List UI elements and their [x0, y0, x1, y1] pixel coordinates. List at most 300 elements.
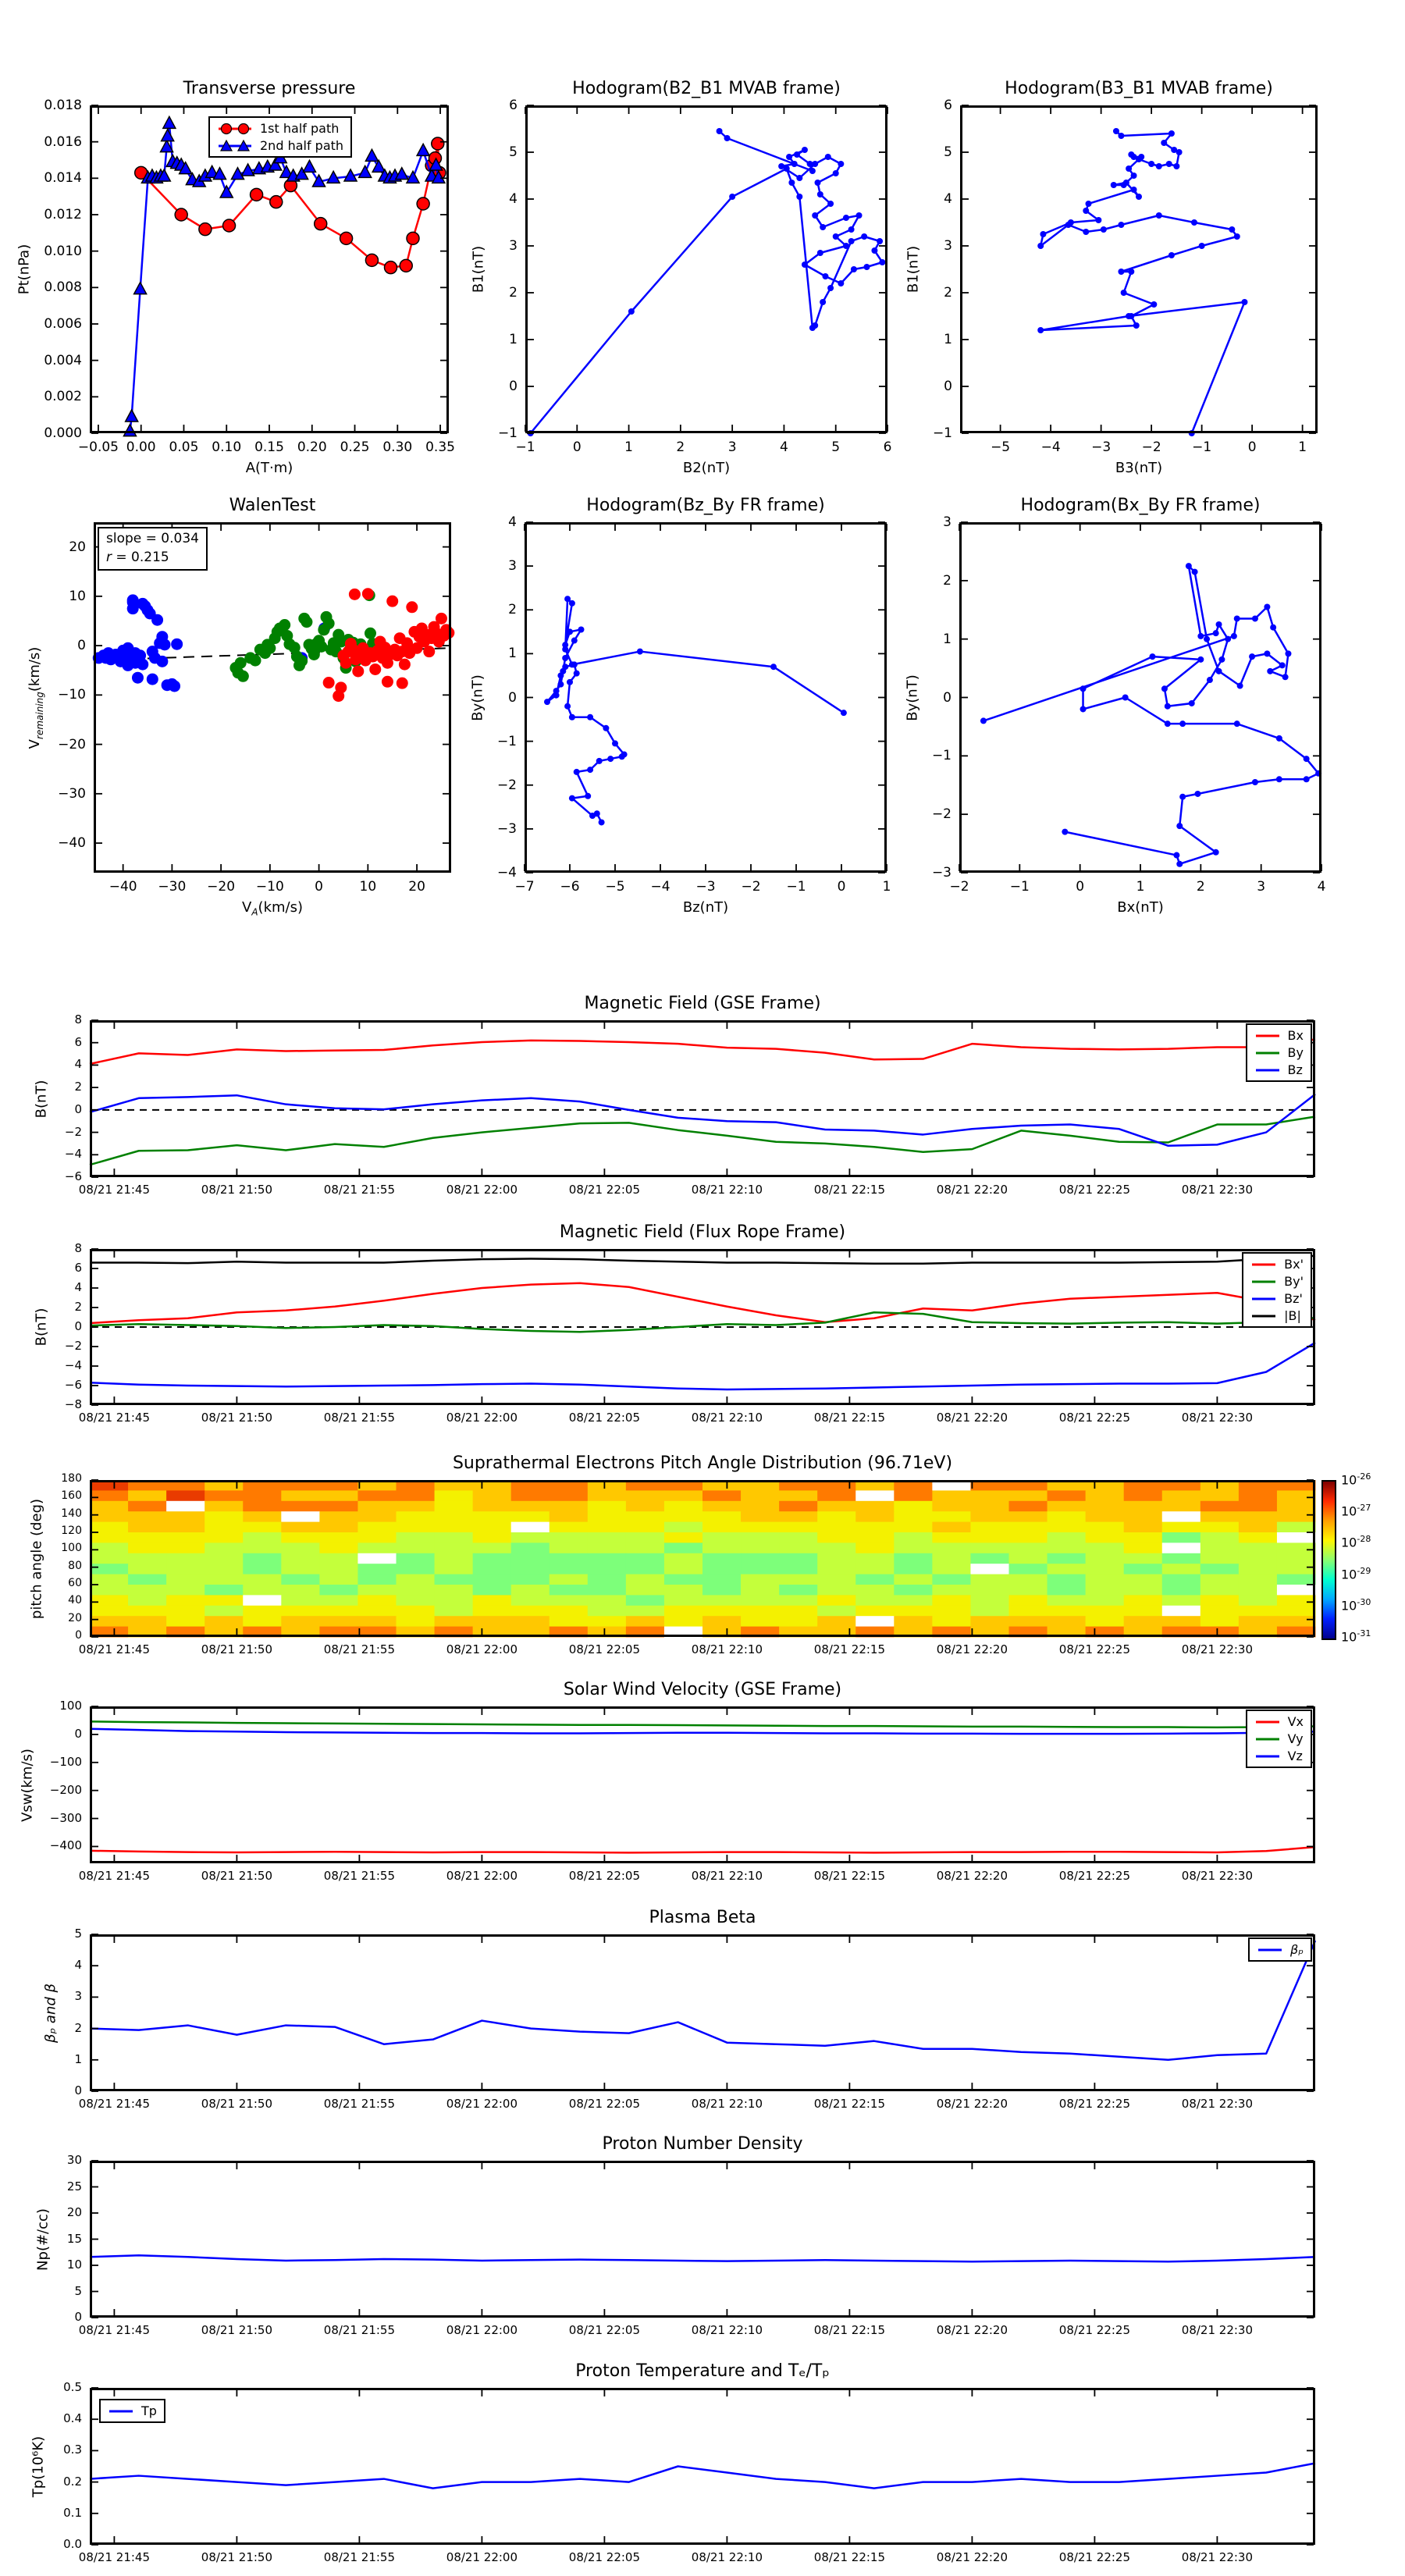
y-tick-label: 5 — [74, 2283, 82, 2298]
y-tick-label: 10 — [66, 2258, 82, 2272]
heatmap-cell — [357, 1595, 397, 1606]
heatmap-cell — [1009, 1574, 1048, 1585]
legend-entry — [108, 2403, 157, 2418]
data-point — [1176, 149, 1183, 155]
x-tick-label: 0 — [315, 879, 324, 895]
heatmap-cell — [702, 1585, 742, 1596]
data-point — [1168, 252, 1175, 258]
heatmap-cell — [817, 1574, 856, 1585]
y-tick-label: −1 — [932, 425, 952, 441]
y-tick-label: −100 — [49, 1754, 82, 1769]
x-tick-label: 0.05 — [169, 439, 199, 455]
series-line-By' — [90, 1312, 1315, 1332]
x-tick-label: −3 — [1091, 439, 1112, 455]
data-point — [349, 589, 361, 600]
heatmap-cell — [702, 1501, 742, 1512]
y-tick-label: 3 — [74, 1989, 82, 2004]
x-tick-label: 08/21 21:45 — [78, 1869, 151, 1883]
data-point — [717, 128, 723, 134]
heatmap-cell — [473, 1574, 512, 1585]
heatmap-cell — [1009, 1606, 1048, 1617]
heatmap-cell — [855, 1574, 895, 1585]
heatmap-cell — [932, 1532, 971, 1543]
heatmap-cell — [1086, 1490, 1125, 1501]
x-tick-label: 0.30 — [382, 439, 413, 455]
heatmap-cell — [90, 1542, 129, 1553]
x-axis-label: B3(nT) — [1115, 460, 1163, 476]
legend-label: Vx — [1287, 1714, 1304, 1729]
heatmap-cell — [741, 1606, 780, 1617]
data-point — [861, 233, 867, 240]
heatmap-cell — [1277, 1490, 1316, 1501]
heatmap-cell — [779, 1542, 818, 1553]
x-axis-label: Bx(nT) — [1117, 899, 1164, 916]
plot-area — [94, 522, 451, 873]
legend-marker — [217, 139, 253, 153]
heatmap-cell — [626, 1574, 665, 1585]
data-point — [1148, 161, 1154, 167]
heatmap-cell — [357, 1522, 397, 1533]
x-tick-label: 08/21 22:05 — [568, 2550, 641, 2564]
heatmap-cell — [588, 1595, 627, 1606]
data-point — [137, 659, 148, 671]
heatmap-cell — [1162, 1574, 1201, 1585]
heatmap-cell — [397, 1616, 436, 1627]
heatmap-cell — [1048, 1511, 1087, 1522]
x-tick-label: 0.25 — [340, 439, 370, 455]
heatmap-cell — [626, 1532, 665, 1543]
heatmap-cell — [1200, 1542, 1240, 1553]
heatmap-cell — [1009, 1501, 1048, 1512]
data-point — [1234, 233, 1240, 240]
data-point — [399, 659, 411, 671]
heatmap-cell — [588, 1532, 627, 1543]
heatmap-cell — [511, 1501, 550, 1512]
plot-area — [525, 105, 887, 433]
heatmap-cell — [588, 1585, 627, 1596]
heatmap-cell — [970, 1522, 1009, 1533]
data-point — [386, 596, 398, 607]
x-tick-label: 08/21 21:50 — [201, 1411, 273, 1425]
legend-box — [1246, 1710, 1312, 1768]
heatmap-cell — [205, 1595, 244, 1606]
heatmap-cell — [90, 1616, 129, 1627]
heatmap-cell — [90, 1585, 129, 1596]
x-tick-label: 08/21 22:05 — [568, 2097, 641, 2111]
heatmap-cell — [779, 1553, 818, 1564]
x-tick-label: 08/21 22:30 — [1181, 2097, 1254, 2111]
heatmap-cell — [205, 1585, 244, 1596]
data-point — [1249, 653, 1255, 660]
x-tick-label: 10 — [359, 879, 377, 895]
heatmap-cell — [1200, 1553, 1240, 1564]
chart-panel-3 — [27, 496, 451, 918]
heatmap-cell — [243, 1606, 282, 1617]
data-point — [1241, 299, 1247, 305]
heatmap-cell — [741, 1532, 780, 1543]
heatmap-cell — [550, 1542, 589, 1553]
heatmap-cell — [319, 1490, 358, 1501]
heatmap-cell — [970, 1606, 1009, 1617]
legend-marker — [1250, 1292, 1277, 1306]
x-tick-label: 08/21 22:00 — [446, 2550, 518, 2564]
heatmap-cell — [664, 1501, 703, 1512]
x-axis-label: Bz(nT) — [682, 899, 729, 916]
x-tick-label: 5 — [831, 439, 841, 455]
heatmap-cell — [626, 1553, 665, 1564]
legend-label: Tp — [141, 2403, 157, 2418]
data-point — [562, 664, 568, 670]
heatmap-cell — [664, 1490, 703, 1501]
data-point — [303, 160, 315, 172]
heatmap-cell — [1009, 1542, 1048, 1553]
data-point — [557, 681, 564, 688]
x-tick-label: 08/21 22:30 — [1181, 1642, 1254, 1656]
heatmap-cell — [1277, 1585, 1316, 1596]
x-tick-label: 1 — [1136, 879, 1145, 895]
heatmap-cell — [357, 1574, 397, 1585]
data-point — [1231, 633, 1237, 639]
data-point — [1080, 706, 1087, 712]
data-point — [871, 247, 877, 254]
heatmap-cell — [1162, 1501, 1201, 1512]
heatmap-cell — [166, 1522, 205, 1533]
x-tick-label: 08/21 21:55 — [323, 2550, 396, 2564]
data-point — [301, 616, 312, 628]
heatmap-cell — [128, 1616, 167, 1627]
data-point — [147, 674, 158, 685]
heatmap-cell — [894, 1501, 933, 1512]
heatmap-cell — [1200, 1616, 1240, 1627]
data-point — [562, 642, 568, 648]
legend-marker — [108, 2404, 134, 2418]
series-line-|B| — [90, 1256, 1315, 1264]
annotation-r — [106, 549, 199, 568]
y-tick-label: 0 — [77, 638, 86, 654]
y-tick-label: 0.018 — [44, 98, 82, 113]
x-tick-label: 08/21 22:25 — [1058, 1411, 1131, 1425]
heatmap-cell — [1009, 1616, 1048, 1627]
y-axis-label: Tp(10⁶K) — [30, 2435, 47, 2497]
heatmap-cell — [970, 1564, 1009, 1574]
heatmap-cell — [166, 1585, 205, 1596]
colorbar-exponent: -31 — [1357, 1628, 1371, 1638]
heatmap-cell — [435, 1616, 474, 1627]
heatmap-cell — [817, 1564, 856, 1574]
data-point — [848, 238, 855, 244]
x-tick-label: 2 — [676, 439, 685, 455]
heatmap-cell — [205, 1606, 244, 1617]
heatmap-cell — [779, 1606, 818, 1617]
heatmap-cell — [397, 1542, 436, 1553]
y-tick-label: 20 — [68, 1611, 82, 1624]
y-tick-label: −1 — [496, 733, 517, 749]
data-point — [1118, 222, 1124, 228]
heatmap-cell — [1086, 1574, 1125, 1585]
heatmap-cell — [970, 1532, 1009, 1543]
heatmap-cell — [90, 1595, 129, 1606]
heatmap-cell — [894, 1585, 933, 1596]
data-point — [843, 215, 849, 221]
heatmap-cell — [1048, 1585, 1087, 1596]
heatmap-cell — [1124, 1542, 1163, 1553]
heatmap-cell — [205, 1553, 244, 1564]
heatmap-cell — [1009, 1564, 1048, 1574]
heatmap-cell — [741, 1585, 780, 1596]
heatmap-cell — [1048, 1542, 1087, 1553]
data-point — [1234, 615, 1240, 621]
heatmap-cell — [1048, 1553, 1087, 1564]
series-line-Vz — [90, 1729, 1315, 1734]
data-point — [724, 135, 731, 141]
colorbar — [1321, 1480, 1336, 1640]
heatmap-cell — [1124, 1616, 1163, 1627]
x-tick-label: 1 — [624, 439, 633, 455]
heatmap-cell — [1277, 1501, 1316, 1512]
heatmap-cell — [1239, 1511, 1278, 1522]
legend-label: Bx' — [1284, 1257, 1304, 1272]
data-point — [1276, 735, 1282, 742]
data-point — [1270, 624, 1276, 631]
chart-panel-6 — [33, 994, 1315, 1197]
x-tick-label: 08/21 22:10 — [691, 1183, 763, 1197]
heatmap-cell — [357, 1585, 397, 1596]
x-tick-label: −30 — [158, 879, 187, 895]
data-point — [365, 254, 378, 266]
y-tick-label: −2 — [64, 1339, 82, 1353]
x-axis-label: A(T·m) — [245, 460, 293, 476]
heatmap-cell — [281, 1501, 320, 1512]
x-tick-label: 08/21 21:55 — [323, 1642, 396, 1656]
heatmap-cell — [90, 1532, 129, 1543]
data-point — [436, 613, 447, 624]
y-axis-label: pitch angle (deg) — [28, 1498, 45, 1619]
y-tick-label: 0 — [943, 689, 951, 706]
heatmap-cell — [511, 1553, 550, 1564]
y-tick-label: −2 — [64, 1124, 82, 1139]
data-point — [822, 273, 828, 279]
colorbar-exponent: -27 — [1357, 1503, 1371, 1514]
data-point — [1113, 128, 1119, 134]
heatmap-cell — [932, 1511, 971, 1522]
chart-panel-4 — [469, 496, 891, 916]
x-tick-label: 08/21 22:25 — [1058, 1869, 1131, 1883]
data-point — [980, 717, 987, 724]
x-tick-label: 08/21 21:55 — [323, 1183, 396, 1197]
data-point — [1161, 140, 1167, 146]
heatmap-cell — [205, 1522, 244, 1533]
heatmap-cell — [397, 1585, 436, 1596]
x-tick-label: 08/21 21:55 — [323, 1411, 396, 1425]
x-tick-label: 08/21 22:30 — [1181, 1411, 1254, 1425]
x-tick-label: −1 — [515, 439, 535, 455]
x-tick-label: −2 — [1141, 439, 1161, 455]
heatmap-cell — [1277, 1553, 1316, 1564]
y-tick-label: 0.0 — [63, 2537, 82, 2551]
data-point — [815, 180, 821, 186]
data-point — [1131, 173, 1137, 179]
x-tick-label: 08/21 22:10 — [691, 1411, 763, 1425]
data-point — [574, 671, 580, 677]
data-point — [1218, 656, 1225, 663]
data-point — [1122, 695, 1129, 701]
x-tick-label: 08/21 22:30 — [1181, 1869, 1254, 1883]
x-tick-label: 08/21 22:00 — [446, 2097, 518, 2111]
x-tick-label: −4 — [650, 879, 670, 895]
axes-frame — [91, 1022, 1314, 1176]
data-point — [362, 588, 374, 600]
heatmap-cell — [319, 1532, 358, 1543]
chart-title: Plasma Beta — [649, 1908, 756, 1927]
heatmap-cell — [550, 1564, 589, 1574]
heatmap-cell — [1162, 1595, 1201, 1606]
data-point — [335, 681, 347, 693]
heatmap-cell — [473, 1511, 512, 1522]
data-point — [848, 226, 855, 233]
chart-title: Proton Number Density — [602, 2134, 803, 2154]
y-tick-label: 20 — [66, 2205, 82, 2219]
heatmap-cell — [281, 1564, 320, 1574]
heatmap-cell — [435, 1542, 474, 1553]
x-tick-label: 08/21 22:10 — [691, 2550, 763, 2564]
heatmap-cell — [741, 1595, 780, 1606]
data-point — [567, 628, 573, 635]
y-tick-label: 180 — [61, 1472, 82, 1485]
heatmap-cell — [1277, 1606, 1316, 1617]
heatmap-cell — [473, 1606, 512, 1617]
y-tick-label: 60 — [68, 1577, 82, 1589]
data-point — [199, 223, 212, 236]
data-point — [856, 212, 863, 219]
data-point — [1095, 217, 1101, 223]
data-point — [1149, 653, 1155, 660]
heatmap-cell — [511, 1490, 550, 1501]
data-point — [1216, 621, 1222, 628]
colorbar-base: 10 — [1341, 1566, 1357, 1582]
heatmap-cell — [128, 1490, 167, 1501]
data-point — [296, 655, 308, 667]
data-point — [400, 259, 412, 272]
y-tick-label: −6 — [64, 1378, 82, 1392]
heatmap-cell — [1124, 1553, 1163, 1564]
y-tick-label: −6 — [64, 1169, 82, 1183]
heatmap-cell — [319, 1616, 358, 1627]
x-tick-label: 08/21 22:20 — [936, 1869, 1008, 1883]
heatmap-cell — [357, 1542, 397, 1553]
heatmap-cell — [779, 1574, 818, 1585]
legend-box — [208, 116, 352, 158]
x-tick-label: 08/21 21:55 — [323, 1869, 396, 1883]
data-point — [851, 266, 857, 272]
heatmap-cell — [281, 1595, 320, 1606]
y-tick-label: 3 — [944, 238, 952, 254]
heatmap-cell — [128, 1595, 167, 1606]
heatmap-cell — [588, 1490, 627, 1501]
data-point — [169, 680, 180, 692]
heatmap-cell — [243, 1553, 282, 1564]
heatmap-cell — [205, 1511, 244, 1522]
y-tick-label: 0.4 — [63, 2411, 82, 2426]
heatmap-cell — [435, 1553, 474, 1564]
heatmap-cell — [1239, 1585, 1278, 1596]
heatmap-cell — [702, 1511, 742, 1522]
heatmap-cell — [741, 1616, 780, 1627]
y-tick-label: 140 — [61, 1507, 82, 1520]
heatmap-cell — [550, 1490, 589, 1501]
heatmap-cell — [550, 1522, 589, 1533]
data-point — [359, 165, 372, 177]
heatmap-cell — [855, 1616, 895, 1627]
heatmap-cell — [741, 1522, 780, 1533]
heatmap-cell — [397, 1553, 436, 1564]
x-tick-label: −7 — [514, 879, 535, 895]
x-tick-label: 08/21 22:05 — [568, 1183, 641, 1197]
heatmap-cell — [1200, 1511, 1240, 1522]
heatmap-cell — [1277, 1522, 1316, 1533]
x-tick-label: 08/21 22:05 — [568, 2323, 641, 2337]
data-point — [156, 656, 168, 667]
x-axis-label — [94, 899, 451, 918]
data-point — [619, 753, 625, 760]
heatmap-cell — [1086, 1616, 1125, 1627]
heatmap-cell — [894, 1522, 933, 1533]
heatmap-cell — [1048, 1522, 1087, 1533]
data-point — [1267, 668, 1273, 674]
heatmap-cell — [855, 1585, 895, 1596]
y-tick-label: 10 — [69, 588, 86, 604]
data-point — [134, 283, 147, 294]
data-point — [1282, 674, 1289, 680]
data-point — [729, 194, 735, 200]
heatmap-cell — [626, 1595, 665, 1606]
y-tick-label: 2 — [74, 1300, 82, 1314]
x-tick-label: 08/21 22:30 — [1181, 1183, 1254, 1197]
x-tick-label: 08/21 21:50 — [201, 2323, 273, 2337]
heatmap-cell — [588, 1501, 627, 1512]
heatmap-cell — [741, 1490, 780, 1501]
heatmap-cell — [702, 1606, 742, 1617]
heatmap-cell — [1086, 1564, 1125, 1574]
heatmap-cell — [397, 1574, 436, 1585]
data-point — [569, 600, 575, 607]
data-point — [571, 638, 578, 644]
y-axis-label: By(nT) — [469, 674, 486, 721]
heatmap-cell — [435, 1522, 474, 1533]
legend-entry — [217, 121, 343, 136]
y-tick-label: 0.5 — [63, 2380, 82, 2394]
heatmap-cell — [932, 1501, 971, 1512]
heatmap-cell — [166, 1490, 205, 1501]
legend-label: Vy — [1287, 1731, 1304, 1746]
legend-entry — [1250, 1257, 1304, 1272]
heatmap-cell — [281, 1511, 320, 1522]
heatmap-cell — [1124, 1501, 1163, 1512]
heatmap-cell — [1200, 1564, 1240, 1574]
y-tick-label: 5 — [74, 1927, 82, 1941]
data-point — [564, 703, 571, 710]
data-point — [1111, 182, 1117, 188]
legend-entry — [217, 138, 343, 153]
heatmap-cell — [1239, 1616, 1278, 1627]
heatmap-cell — [128, 1501, 167, 1512]
heatmap-cell — [281, 1522, 320, 1533]
y-tick-label: 4 — [944, 191, 952, 207]
heatmap-cell — [473, 1542, 512, 1553]
data-point — [770, 664, 777, 670]
heatmap-cell — [1239, 1542, 1278, 1553]
annotation-slope: slope = 0.034 — [106, 531, 199, 546]
data-point — [802, 262, 808, 268]
